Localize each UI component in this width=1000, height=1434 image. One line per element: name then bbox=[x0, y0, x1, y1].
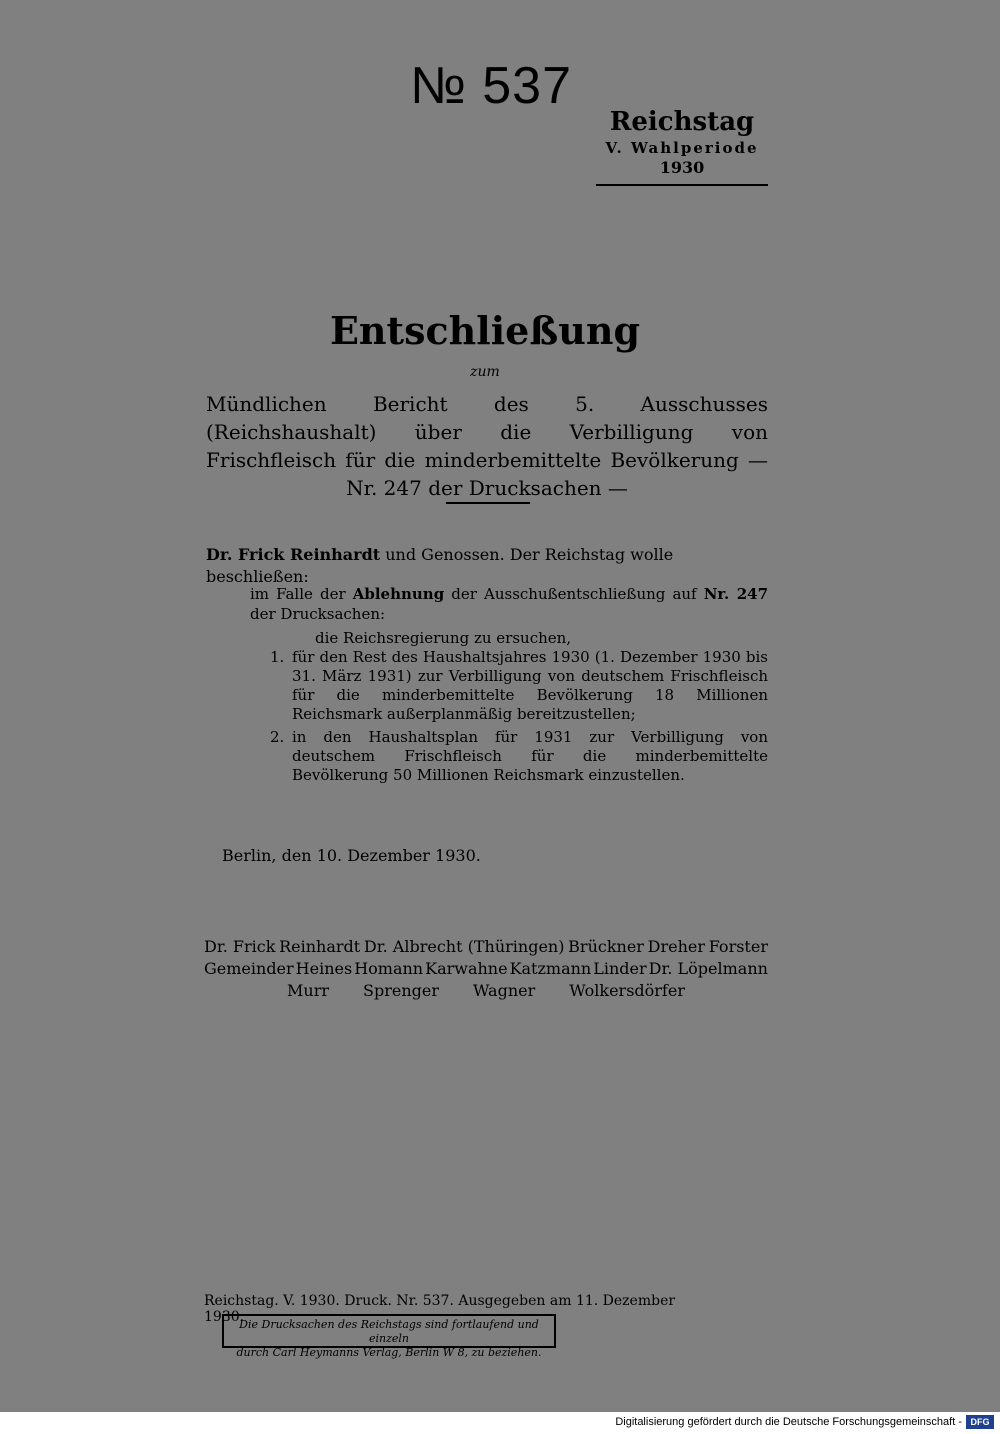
signatory: Dr. Frick bbox=[204, 937, 276, 956]
signatory: Sprenger bbox=[363, 981, 439, 1000]
clause-text-post: der Drucksachen: bbox=[250, 605, 386, 623]
dfg-logo: DFG bbox=[966, 1415, 994, 1429]
signatory-line bbox=[204, 958, 768, 980]
signatory: Murr bbox=[287, 981, 330, 1000]
signatory: Dreher bbox=[647, 937, 706, 956]
reichstag-label: Reichstag bbox=[609, 107, 755, 137]
credit-bar bbox=[0, 1412, 1000, 1434]
clause-text-mid: der Ausschußentschließung auf bbox=[444, 585, 704, 603]
clause-reference: Nr. 247 bbox=[703, 585, 769, 603]
session-year: 1930 bbox=[659, 158, 705, 177]
publisher-notice-line: Die Drucksachen des Reichstags sind fortlaufend und einzeln bbox=[239, 1318, 539, 1345]
signatory: Linder bbox=[593, 959, 647, 978]
list-item-number: 2. bbox=[270, 728, 285, 746]
signatories bbox=[204, 936, 768, 1002]
clause-text-pre: im Falle der bbox=[250, 585, 353, 603]
print-footer: Reichstag. V. 1930. Druck. Nr. 537. Ausgegeben am 11. Dezember 1930. bbox=[204, 1293, 676, 1325]
publisher-notice-line: durch Carl Heymanns Verlag, Berlin W 8, zu beziehen. bbox=[236, 1346, 542, 1359]
place-date: Berlin, den 10. Dezember 1930. bbox=[222, 846, 481, 865]
clause-rejection: Ablehnung bbox=[352, 585, 445, 603]
signatory: Katzmann bbox=[509, 959, 592, 978]
motion-authors: Dr. Frick Reinhardt bbox=[206, 545, 381, 564]
list-item bbox=[270, 728, 768, 785]
signatory: Dr. Albrecht (Thüringen) bbox=[363, 937, 565, 956]
condition-clause bbox=[250, 584, 768, 624]
election-period: V. Wahlperiode bbox=[605, 139, 759, 157]
signatory: Heines bbox=[295, 959, 353, 978]
document-title: Entschließung bbox=[329, 308, 641, 353]
signatory: Reinhardt bbox=[279, 937, 361, 956]
signatory: Wolkersdörfer bbox=[569, 981, 685, 1000]
publisher-notice bbox=[222, 1314, 556, 1359]
document-number: № 537 bbox=[410, 57, 572, 115]
list-item bbox=[270, 648, 768, 724]
signatory: Forster bbox=[708, 937, 768, 956]
reichstag-header bbox=[596, 106, 768, 186]
signatory: Dr. Löpelmann bbox=[648, 959, 768, 978]
signatory: Wagner bbox=[473, 981, 536, 1000]
funding-credit: Digitalisierung gefördert durch die Deutsche Forschungsgemeinschaft - bbox=[615, 1416, 962, 1428]
signatory: Homann bbox=[354, 959, 424, 978]
motion-text: und Genossen. Der Reichstag wolle beschließen: bbox=[206, 545, 674, 586]
list-item-number: 1. bbox=[270, 648, 285, 666]
signatory-line bbox=[204, 936, 768, 958]
motion-intro bbox=[206, 544, 768, 588]
signatory: Karwahne bbox=[425, 959, 508, 978]
request-line: die Reichsregierung zu ersuchen, bbox=[315, 629, 572, 647]
signatory: Gemeinder bbox=[204, 959, 294, 978]
list-item-text: in den Haushaltsplan für 1931 zur Verbilligung von deutschem Frischfleisch für die minderbemittelte Bevölkerung 50 Millionen Reichsmark einzustellen. bbox=[292, 728, 768, 784]
document-subject: Mündlichen Bericht des 5. Ausschusses (Reichshaushalt) über die Verbilligung von Frischfleisch für die minderbemittelte Bevölkerung — Nr. 247 der Drucksachen — bbox=[206, 392, 768, 500]
section-divider bbox=[446, 502, 530, 504]
signatory-line bbox=[204, 980, 768, 1002]
list-item-text: für den Rest des Haushaltsjahres 1930 (1. Dezember 1930 bis 31. März 1931) zur Verbilligung von deutschem Frischfleisch für die minderbemittelte Bevölkerung 18 Millionen Reichsmark außerplanmäßig bereitzustellen; bbox=[292, 648, 768, 723]
signatory: Brückner bbox=[568, 937, 644, 956]
title-connector: zum bbox=[470, 364, 500, 380]
